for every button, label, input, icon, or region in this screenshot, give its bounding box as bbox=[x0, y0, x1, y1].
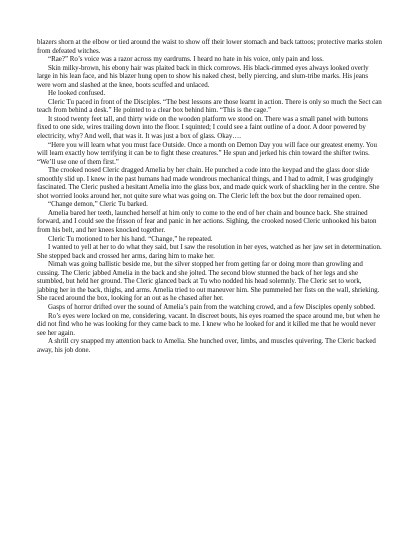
paragraph: Amelia bared her teeth, launched herself at him only to come to the end of her chain and bounce back. She strained forward, and I could see the frisson of fear and panic in her actions. Sighing, the crooked nosed Cleric unhooked his baton from his belt, and her knees knocked together. bbox=[37, 208, 377, 235]
paragraph: Gasps of horror drifted over the sound of Amelia’s pain from the watching crowd, and a few Disciples openly sobbed. bbox=[48, 302, 376, 311]
paragraph: I wanted to yell at her to do what they said, but I saw the resolution in her eyes, watched as her jaw set in determination. She stepped back and crossed her arms, daring him to make her. bbox=[37, 243, 382, 260]
paragraph: Skin milky-brown, his ebony hair was plaited back in thick cornrows. His black-rimmed eyes always looked overly large in his lean face, and his blazer hung open to show his naked chest, belly piercing, and slum-tribe marks. His jeans were worn and slashed at the knee, boots scuffed and unlaced. bbox=[37, 63, 369, 89]
paragraph: Ro’s eyes were locked on me, considering, vacant. In discreet bouts, his eyes roamed the space around me, but when he did not find who he was looking for they came back to me. I knew who he looked for and it killed me that he would never see her again. bbox=[37, 311, 380, 337]
paragraph: Cleric Tu paced in front of the Disciples. “The best lessons are those learnt in action. There is only so much the Sect can teach from behind a desk.” He pointed to a clear box behind him. “This is the cage.” bbox=[37, 97, 382, 115]
paragraph: “Change demon,” Cleric Tu barked. bbox=[48, 200, 148, 209]
paragraph: Nimah was going ballistic beside me, but the silver stopped her from getting far or doing more than growling and cussing. The Cleric jabbed Amelia in the back and she jolted. The second blow stunned the back of her legs and she stumbled, but held her ground. The Cleric glanced back at Tu who nodded his head solemnly. The Cleric set to work, jabbing her in the back, thighs, and arms. Amelia tried to out maneuver him. She pummeled her fists on the wall, shrieking. She raced around the box, looking for an out as he chased after her. bbox=[37, 260, 380, 303]
paragraph: “Rae?” Ro’s voice was a razor across my eardrums. I heard no hate in his voice, only pain and loss. bbox=[48, 55, 324, 64]
paragraph: blazers shorn at the elbow or tied around the waist to show off their lower stomach and back tattoos; protective marks stolen from defeated witches. bbox=[37, 38, 382, 55]
paragraph: The crooked nosed Cleric dragged Amelia by her chain. He punched a code into the keypad and the glass door slide smoothly slid up. I knew in the past humans had made wondrous mechanical things, and I had to admit, I was grudgingly fascinated. The Cleric pushed a hesitant Amelia into the glass box, and made quick work of shackling her in the centre. She shot worried looks around her, not quite sure what was going on. The Cleric left the box but the door remained open. bbox=[37, 166, 380, 200]
paragraph: It stood twenty feet tall, and thirty wide on the wooden platform we stood on. There was a small panel with buttons fixed to one side, wires trailing down into the floor. I squinted; I could see a faint outline of a door. A door powered by electricity, why? And well, that was it. It was just a box of glass. Okay…. bbox=[37, 114, 368, 141]
paragraph: Cleric Tu motioned to her his hand. “Change,” he repeated. bbox=[48, 234, 213, 243]
paragraph: “Here you will learn what you must face Outside. Once a month on Demon Day you will face our greatest enemy. You will learn exactly how terrifying it can be to fight these creatures.” He spun and jerked his chin toward the shifter twins. “We’ll use one of them first.” bbox=[37, 140, 377, 166]
paragraph: A shrill cry snapped my attention back to Amelia. She hunched over, limbs, and muscles quivering. The Cleric backed away, his job done. bbox=[37, 337, 376, 354]
paragraph: He looked confused. bbox=[48, 89, 106, 98]
page-text-body bbox=[37, 38, 383, 354]
